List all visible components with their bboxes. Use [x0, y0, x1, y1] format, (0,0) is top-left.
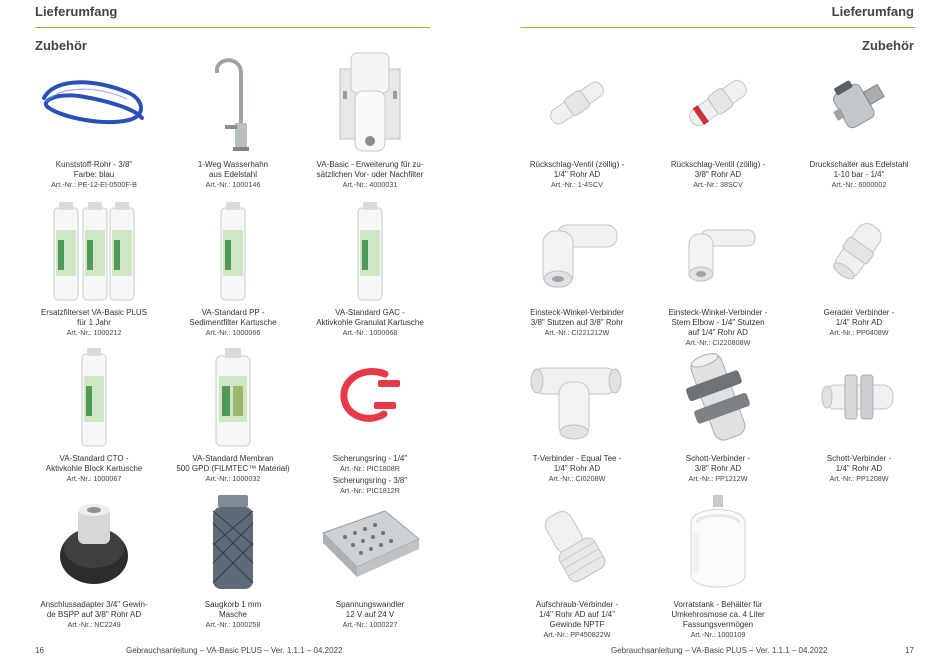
- product-filter-set: [24, 196, 164, 338]
- product-strainer: [163, 488, 303, 630]
- item-name: Anschlussadapter 3/4" Gewin-: [40, 600, 148, 609]
- item-name: sätzlichen Vor- oder Nachfilter: [316, 170, 424, 179]
- strainer-icon: [163, 488, 303, 598]
- item-name: Gewinde NPTF: [549, 620, 605, 629]
- item-name: Vorratstank - Behälter für: [673, 600, 763, 609]
- item-article-number: Art.-Nr.: PE-12-EI-0500F-B: [51, 180, 137, 189]
- product-power-supply: [300, 488, 440, 630]
- item-name: 1/4" Rohr AD: [553, 170, 601, 179]
- power-supply-icon: [300, 488, 440, 598]
- membrane-icon: [163, 342, 303, 452]
- item-article-number: Art.-Nr.: 1000068: [342, 328, 398, 337]
- product-faucet: [163, 48, 303, 190]
- item-name: 500 GPD (FILMTEC™ Material): [176, 464, 290, 473]
- item-name: Aktivkohle Block Kartusche: [45, 464, 143, 473]
- item-name: VA-Standard Membran: [192, 454, 274, 463]
- product-bulkhead-3-8: [648, 342, 788, 484]
- item-name: Schott-Verbinder -: [826, 454, 892, 463]
- bracket-icon: [300, 48, 440, 158]
- item-article-number: Art.-Nr.: 38SCV: [693, 180, 743, 189]
- product-screw-connector: [507, 488, 647, 640]
- screw-connector-icon: [507, 488, 647, 598]
- product-stem-elbow: [648, 196, 788, 348]
- item-article-number: Art.-Nr.: 1-4SCV: [551, 180, 603, 189]
- item-name: 3/8" Rohr AD: [694, 170, 742, 179]
- product-adapter: [24, 488, 164, 630]
- item-name: 3/8" Rohr AD: [694, 464, 742, 473]
- item-name: Farbe: blau: [73, 170, 115, 179]
- check-valve-icon: [507, 48, 647, 158]
- product-membrane: [163, 342, 303, 484]
- item-name: Rückschlag-Ventil (zöllig) -: [670, 160, 766, 169]
- item-name: 1/4" Rohr AD: [553, 464, 601, 473]
- elbow-small-icon: [648, 196, 788, 306]
- item-name: Kunststoff-Rohr - 3/8": [55, 160, 133, 169]
- item-name: Saugkorb 1 mm: [204, 600, 262, 609]
- item-article-number: Art.-Nr.: 1000212: [66, 328, 122, 337]
- product-check-valve-1-4: [507, 48, 647, 190]
- product-pressure-switch: [789, 48, 929, 190]
- item-name: Aufschraub-Verbinder -: [535, 600, 619, 609]
- item-name: Sedimentfilter Kartusche: [189, 318, 277, 327]
- header-divider: [521, 27, 915, 28]
- item-article-number: Art.-Nr.: CI220808W: [685, 338, 751, 347]
- product-pp-cartridge: [163, 196, 303, 338]
- item-name: 1/4" Rohr AD: [835, 464, 883, 473]
- page-header-title: Lieferumfang: [831, 4, 914, 19]
- item-name: Gerader Verbinder -: [823, 308, 895, 317]
- item-name: 1/4" Rohr AD: [835, 318, 883, 327]
- tube-icon: [24, 48, 164, 158]
- item-article-number: Art.-Nr.: 1000258: [205, 620, 261, 629]
- item-name: 1-Weg Wasserhahn: [197, 160, 269, 169]
- filter-set-icon: [24, 196, 164, 306]
- item-name: Stem Elbow - 1/4" Stutzen: [671, 318, 765, 327]
- item-name: VA-Standard CTO -: [59, 454, 129, 463]
- item-article-number: Art.-Nr.: 1000067: [66, 474, 122, 483]
- product-straight-connector: [789, 196, 929, 338]
- item-name: Spannungswandler: [335, 600, 405, 609]
- product-check-valve-3-8: [648, 48, 788, 190]
- item-name: aus Edelstahl: [208, 170, 258, 179]
- page-number: 17: [905, 646, 914, 655]
- elbow-icon: [507, 196, 647, 306]
- tank-icon: [648, 488, 788, 598]
- item-article-number: Art.-Nr.: 1000032: [205, 474, 261, 483]
- item-article-number: Art.-Nr.: PP1212W: [688, 474, 748, 483]
- item-name: Sicherungsring - 3/8": [332, 476, 408, 485]
- filter-cartridge-icon: [24, 342, 164, 452]
- right-page: [475, 0, 950, 667]
- item-article-number: Art.-Nr.: PP1208W: [829, 474, 889, 483]
- straight-connector-icon: [789, 196, 929, 306]
- item-name: Schott-Verbinder -: [685, 454, 751, 463]
- item-name: für 1 Jahr: [77, 318, 111, 327]
- item-article-number: Art.-Nr.: 6000002: [831, 180, 887, 189]
- page-footer: Gebrauchsanleitung – VA-Basic PLUS – Ver. 1.1.1 – 04.2022: [126, 646, 343, 655]
- product-extension-bracket: [300, 48, 440, 190]
- clip-icon: [300, 342, 440, 452]
- filter-cartridge-icon: [163, 196, 303, 306]
- page-header-title: Lieferumfang: [35, 4, 118, 19]
- faucet-icon: [163, 48, 303, 158]
- item-article-number: Art.-Nr.: CI0208W: [548, 474, 606, 483]
- item-article-number: Art.-Nr.: 1000066: [205, 328, 261, 337]
- page-number: 16: [35, 646, 44, 655]
- product-tee: [507, 342, 647, 484]
- check-valve-red-icon: [648, 48, 788, 158]
- item-article-number: Art.-Nr.: 4000031: [342, 180, 398, 189]
- product-cto-cartridge: [24, 342, 164, 484]
- page-footer: Gebrauchsanleitung – VA-Basic PLUS – Ver. 1.1.1 – 04.2022: [611, 646, 828, 655]
- item-article-number: Art.-Nr.: CI221212W: [544, 328, 610, 337]
- item-article-number: Art.-Nr.: PIC1812R: [340, 486, 400, 495]
- product-bulkhead-1-4: [789, 342, 929, 484]
- item-name: de BSPP auf 3/8" Rohr AD: [46, 610, 142, 619]
- item-article-number: Art.-Nr.: 1000146: [205, 180, 261, 189]
- pressure-switch-icon: [789, 48, 929, 158]
- item-name: Druckschalter aus Edelstahl: [809, 160, 909, 169]
- item-name: Aktivkohle Granulat Kartusche: [316, 318, 424, 327]
- item-article-number: Art.-Nr.: 1000227: [342, 620, 398, 629]
- item-article-number: Art.-Nr.: 1000109: [690, 630, 746, 639]
- item-article-number: Art.-Nr.: NC2249: [67, 620, 121, 629]
- filter-cartridge-icon: [300, 196, 440, 306]
- bulkhead-small-icon: [789, 342, 929, 452]
- item-name: Einsteck-Winkel-Verbinder -: [668, 308, 768, 317]
- product-gac-cartridge: [300, 196, 440, 338]
- item-name: 1-10 bar - 1/4": [833, 170, 885, 179]
- item-name: 12 V auf 24 V: [345, 610, 395, 619]
- item-name: Ersatzfilterset VA-Basic PLUS: [40, 308, 148, 317]
- section-title: Zubehör: [35, 38, 87, 53]
- item-name: Umkehrosmose ca. 4 Liter: [671, 610, 765, 619]
- product-tube: [24, 48, 164, 190]
- product-clip: [300, 342, 440, 496]
- item-name: VA-Basic - Erweiterung für zu-: [316, 160, 424, 169]
- item-name: T-Verbinder - Equal Tee -: [532, 454, 622, 463]
- item-name: VA-Standard PP -: [201, 308, 265, 317]
- item-article-number: Art.-Nr.: PP0408W: [829, 328, 889, 337]
- item-article-number: Art.-Nr.: PP450822W: [543, 630, 611, 639]
- item-article-number: Art.-Nr.: PIC1808R: [340, 464, 400, 473]
- tee-icon: [507, 342, 647, 452]
- item-name: Einsteck-Winkel-Verbinder: [530, 308, 624, 317]
- item-name: Masche: [218, 610, 247, 619]
- product-elbow-3-8: [507, 196, 647, 338]
- item-name: Fassungsvermögen: [682, 620, 754, 629]
- header-divider: [35, 27, 430, 28]
- item-name: Sicherungsring - 1/4": [332, 454, 408, 463]
- product-tank: [648, 488, 788, 640]
- item-name: VA-Standard GAC -: [335, 308, 405, 317]
- bulkhead-icon: [648, 342, 788, 452]
- item-name: auf 1/4" Rohr AD: [688, 328, 748, 337]
- item-name: Rückschlag-Ventil (zöllig) -: [529, 160, 625, 169]
- adapter-icon: [24, 488, 164, 598]
- item-name: 1/4" Rohr AD auf 1/4": [539, 610, 615, 619]
- item-name: 3/8" Stutzen auf 3/8" Rohr: [530, 318, 624, 327]
- section-title: Zubehör: [862, 38, 914, 53]
